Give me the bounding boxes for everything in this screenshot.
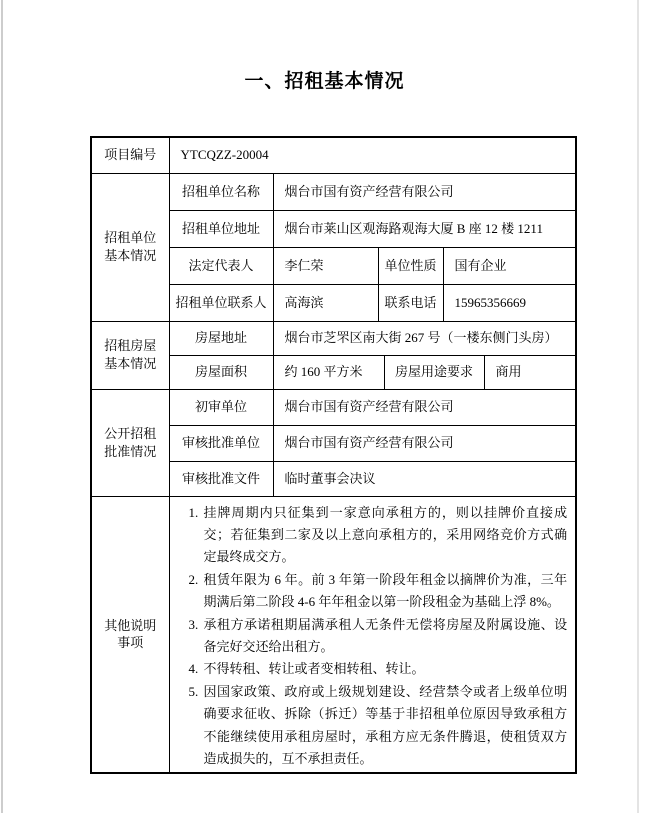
unit-section-category: 招租单位基本情况 (91, 173, 169, 321)
table-row (91, 496, 576, 773)
notes-section-category: 其他说明事项 (91, 496, 169, 773)
house-address-label: 房屋地址 (169, 321, 273, 355)
page-edge-right (637, 0, 639, 813)
approval-doc-value: 临时董事会决议 (273, 461, 576, 496)
notes-cell (169, 496, 576, 773)
initial-review-value: 烟台市国有资产经营有限公司 (273, 389, 576, 425)
unit-name-value: 烟台市国有资产经营有限公司 (273, 173, 576, 210)
page-edge-left (1, 0, 3, 813)
phone-label: 联系电话 (378, 284, 443, 321)
note-item: 1. 挂牌周期内只征集到一家意向承租方的，则以挂牌价直接成交；若征集到二家及以上意向承租方的，采用网络竞价方式确定最终成交方。 (202, 502, 568, 569)
table-row (91, 389, 576, 425)
unit-contact-value: 高海滨 (273, 284, 378, 321)
unit-nature-value: 国有企业 (443, 247, 576, 284)
project-no-label: 项目编号 (91, 137, 169, 173)
unit-address-value: 烟台市莱山区观海路观海大厦 B 座 12 楼 1211 (273, 210, 576, 247)
note-item: 2. 租赁年限为 6 年。前 3 年第一阶段年租金以摘牌价为准，三年期满后第二阶段 4-6 年年租金以第一阶段租金为基础上浮 8%。 (202, 569, 568, 614)
approval-unit-label: 审核批准单位 (169, 425, 273, 461)
note-item: 3. 承租方承诺租期届满承租人无条件无偿将房屋及附属设施、设备完好交还给出租方。 (202, 614, 568, 659)
unit-address-label: 招租单位地址 (169, 210, 273, 247)
unit-name-label: 招租单位名称 (169, 173, 273, 210)
approval-section-category: 公开招租批准情况 (91, 389, 169, 496)
house-section-category: 招租房屋基本情况 (91, 321, 169, 389)
house-area-label: 房屋面积 (169, 355, 273, 389)
phone-value: 15965356669 (443, 284, 576, 321)
notes-list (172, 502, 568, 771)
house-address-value: 烟台市芝罘区南大街 267 号（一楼东侧门头房） (273, 321, 576, 355)
house-area-value: 约 160 平方米 (273, 355, 384, 389)
initial-review-label: 初审单位 (169, 389, 273, 425)
rental-info-table (90, 136, 577, 774)
note-item: 4. 不得转租、转让或者变相转租、转让。 (202, 658, 568, 680)
table-row (91, 173, 576, 210)
table-row (91, 321, 576, 355)
house-usage-label: 房屋用途要求 (384, 355, 484, 389)
project-no-value: YTCQZZ-20004 (169, 137, 576, 173)
legal-rep-label: 法定代表人 (169, 247, 273, 284)
approval-unit-value: 烟台市国有资产经营有限公司 (273, 425, 576, 461)
table-row (91, 137, 576, 173)
unit-nature-label: 单位性质 (378, 247, 443, 284)
unit-contact-label: 招租单位联系人 (169, 284, 273, 321)
approval-doc-label: 审核批准文件 (169, 461, 273, 496)
page-title: 一、招租基本情况 (244, 71, 405, 92)
legal-rep-value: 李仁荣 (273, 247, 378, 284)
note-item: 5. 因国家政策、政府或上级规划建设、经营禁令或者上级单位明确要求征收、拆除（拆迁）等基于非招租单位原因导致承租方不能继续使用承租房屋时，承租方应无条件腾退，使租赁双方造成损失的，互不承担责任。 (202, 681, 568, 771)
house-usage-value: 商用 (484, 355, 576, 389)
